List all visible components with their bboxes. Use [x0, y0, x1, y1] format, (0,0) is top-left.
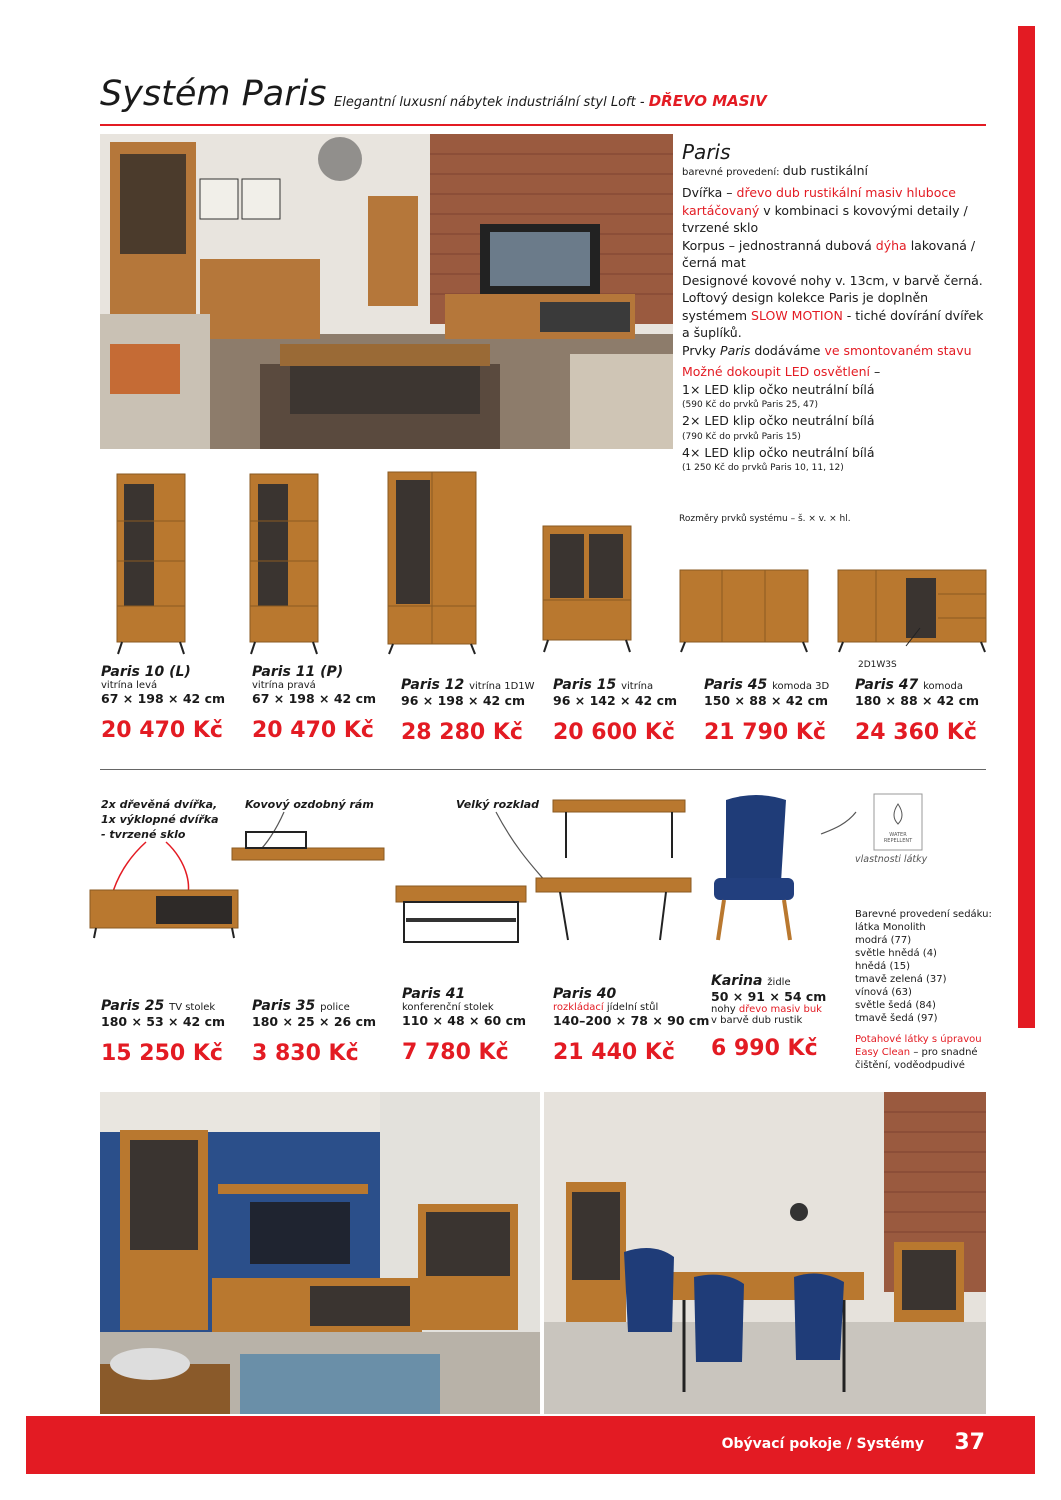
product-sub: konferenční stolek [402, 1002, 494, 1013]
paris-47-image [838, 570, 986, 652]
easy-clean-rest: – pro snadné čištění, voděodpudivé [855, 1047, 978, 1071]
product-paris-35 [252, 998, 376, 1066]
body-rest: lakovaná / černá mat [682, 237, 976, 270]
product-paris-47 [855, 677, 979, 745]
product-price: 20 470 Kč [101, 718, 223, 743]
color-item: hnědá (15) [855, 961, 911, 972]
product-type: TV stolek [169, 1002, 216, 1013]
product-paris-41 [402, 986, 526, 1065]
body-label: Korpus – jednostranná dubová [682, 237, 872, 253]
easy-clean: Potahové látky s úpravou Easy Clean [855, 1034, 982, 1058]
sidebar-stripe [1018, 26, 1035, 1028]
product-name: Paris 45 [704, 677, 768, 693]
led-note-1: (590 Kč do prvků Paris 25, 47) [682, 400, 819, 410]
paris-15-image [543, 526, 631, 652]
colors-title: Barevné provedení sedáku: [855, 909, 992, 920]
led-option-3: 4× LED klip očko neutrální bílá [682, 444, 875, 460]
led-title: Možné dokoupit LED osvětlení [682, 364, 870, 379]
color-item: světle hnědá (4) [855, 948, 937, 959]
product-name: Paris 12 [401, 677, 465, 693]
product-paris-15 [553, 677, 677, 745]
product-price: 3 830 Kč [252, 1041, 359, 1066]
water-badge-label: WATER REPELLENT [883, 832, 913, 844]
product-name: Karina [711, 973, 763, 989]
product-price: 7 780 Kč [402, 1040, 509, 1065]
loft-text-1: Loftový design kolekce Paris je doplněn systémem [682, 290, 929, 323]
product-dims: 180 × 88 × 42 cm [855, 693, 980, 708]
product-price: 15 250 Kč [101, 1041, 223, 1066]
dims-note: Rozměry prvků systému – š. × v. × hl. [679, 514, 851, 524]
product-name: Paris 35 [252, 998, 316, 1014]
title-rule [100, 124, 986, 126]
frame-note: Kovový ozdobný rám [245, 798, 374, 811]
page-number: 37 [954, 1430, 985, 1455]
page-title: Systém Paris [100, 74, 327, 114]
deliver-italic: Paris [720, 342, 751, 358]
product-type: komoda 3D [772, 681, 830, 692]
product-name: Paris 10 (L) [101, 664, 191, 680]
product-dims: 150 × 88 × 42 cm [704, 693, 829, 708]
fabric-note: vlastnosti látky [855, 854, 928, 865]
paris-40-image [536, 800, 691, 940]
color-item: vínová (63) [855, 987, 912, 998]
section-divider [100, 769, 986, 770]
product-price: 20 600 Kč [553, 720, 675, 745]
footer-section: Obývací pokoje / Systémy [721, 1436, 924, 1452]
product-info [682, 140, 994, 475]
color-value: dub rustikální [782, 163, 868, 178]
product-dims: 140–200 × 78 × 90 cm [553, 1013, 710, 1028]
color-label: barevné provedení: [682, 167, 780, 178]
product-sub-red: dřevo masiv buk [738, 1004, 822, 1015]
product-type: vitrína 1D1W [469, 681, 535, 692]
product-price: 21 440 Kč [553, 1040, 675, 1065]
product-name: Paris 40 [553, 986, 617, 1002]
product-paris-10 [101, 664, 225, 743]
seat-colors [855, 908, 995, 1072]
product-price: 21 790 Kč [704, 720, 826, 745]
paris-41-image [396, 886, 526, 942]
info-name: Paris [682, 140, 731, 164]
doors-material: dřevo dub rustikální masiv hluboce kartáčovaný [682, 185, 956, 218]
product-sub: vitrína pravá [252, 680, 316, 691]
paris-47-code: 2D1W3S [858, 660, 897, 670]
product-dims: 67 × 198 × 42 cm [101, 691, 226, 706]
product-name: Paris 47 [855, 677, 919, 693]
karina-chair-image [714, 795, 794, 940]
product-name: Paris 25 [101, 998, 165, 1014]
product-sub-2: v barvě dub rustik [711, 1015, 803, 1026]
product-name: Paris 15 [553, 677, 617, 693]
product-type: police [320, 1002, 350, 1013]
product-sub-red: rozkládací [553, 1002, 604, 1013]
row1-furniture-images [100, 466, 995, 661]
product-dims: 96 × 198 × 42 cm [401, 693, 526, 708]
product-sub: nohy [711, 1004, 736, 1015]
product-sub: vitrína levá [101, 680, 158, 691]
product-type: židle [767, 977, 791, 988]
product-name: Paris 41 [402, 986, 466, 1002]
product-paris-12 [401, 677, 535, 745]
subtitle-highlight: DŘEVO MASIV [648, 92, 767, 110]
paris-11-image [250, 474, 318, 654]
paris-25-image [90, 890, 238, 938]
led-option-1: 1× LED klip očko neutrální bílá [682, 381, 875, 397]
product-paris-45 [704, 677, 829, 745]
product-paris-40 [553, 986, 709, 1065]
led-note-3: (1 250 Kč do prvků Paris 10, 11, 12) [682, 463, 844, 473]
led-note-2: (790 Kč do prvků Paris 15) [682, 431, 801, 442]
led-option-2: 2× LED klip očko neutrální bílá [682, 413, 875, 428]
doors-rest: v kombinaci s kovovými detaily / tvrzené sklo [682, 202, 968, 235]
product-karina [711, 973, 826, 1061]
product-paris-11 [252, 664, 376, 743]
extension-note: Velký rozklad [456, 798, 540, 811]
paris-35-image [232, 832, 384, 860]
product-price: 24 360 Kč [855, 720, 977, 745]
product-paris-25 [101, 998, 225, 1066]
loft-text-2: - tiché dovírání dvířek a šuplíků. [682, 307, 984, 340]
deliver-text-2: dodáváme [754, 342, 821, 358]
color-item: světle šedá (84) [855, 1000, 936, 1011]
dining-room-photo [544, 1092, 986, 1414]
living-room-photo [100, 134, 673, 449]
paris-12-image [388, 472, 476, 654]
product-sub: jídelní stůl [606, 1002, 659, 1013]
paris-45-image [680, 570, 808, 652]
product-dims: 50 × 91 × 54 cm [711, 989, 827, 1004]
product-type: vitrína [621, 681, 654, 692]
product-dims: 180 × 53 × 42 cm [101, 1014, 226, 1029]
led-dash: – [873, 364, 881, 379]
product-price: 28 280 Kč [401, 720, 523, 745]
colors-fabric: látka Monolith [855, 922, 926, 933]
product-dims: 180 × 25 × 26 cm [252, 1014, 377, 1029]
product-price: 20 470 Kč [252, 718, 374, 743]
product-type: komoda [923, 681, 963, 692]
legs-text: Designové kovové nohy v. 13cm, v barvě černá. [682, 272, 983, 288]
color-item: tmavě šedá (97) [855, 1013, 938, 1024]
product-dims: 110 × 48 × 60 cm [402, 1013, 527, 1028]
paris-10-image [117, 474, 185, 654]
tv-stand-note: 2x dřevěná dvířka, 1x výklopné dvířka - tvrzené sklo [101, 798, 219, 841]
product-dims: 67 × 198 × 42 cm [252, 691, 377, 706]
tv-room-photo [100, 1092, 540, 1414]
slow-motion: SLOW MOTION [751, 307, 843, 323]
deliver-assembled: ve smontovaném stavu [824, 342, 972, 358]
product-price: 6 990 Kč [711, 1036, 818, 1061]
product-dims: 96 × 142 × 42 cm [553, 693, 678, 708]
body-veneer: dýha [875, 237, 907, 253]
deliver-text-1: Prvky [682, 342, 717, 358]
product-name: Paris 11 (P) [252, 664, 344, 680]
doors-label: Dvířka – [682, 185, 733, 200]
color-item: tmavě zelená (37) [855, 974, 947, 985]
color-item: modrá (77) [855, 935, 912, 946]
page-subtitle: Elegantní luxusní nábytek industriální styl Loft - DŘEVO MASIV [334, 92, 767, 110]
